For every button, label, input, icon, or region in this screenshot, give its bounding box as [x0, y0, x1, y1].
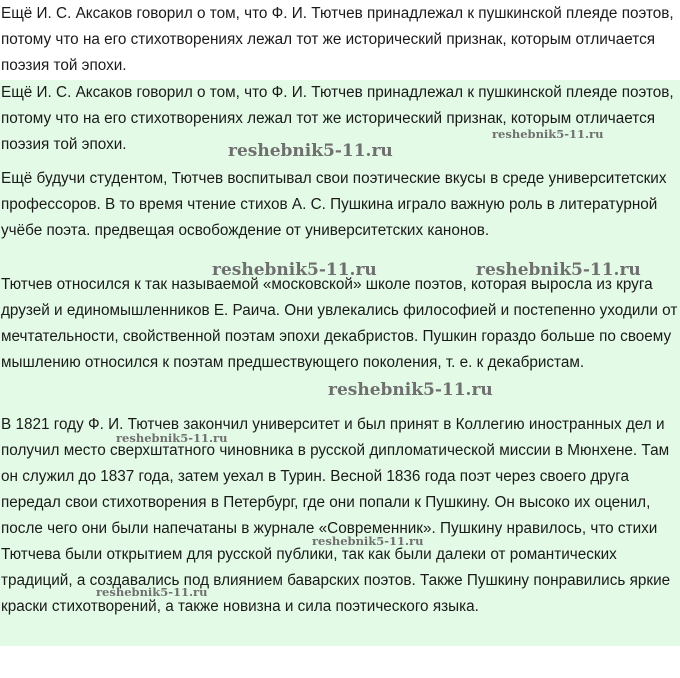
watermark: reshebnik5-11.ru — [476, 260, 641, 280]
intro-block — [0, 0, 680, 80]
intro-paragraph: Ещё И. С. Аксаков говорил о том, что Ф. И. Тютчев принадлежал к пушкинской плеяде поэтов, потому что на его стихотворениях лежал тот же исторический признак, которым отличается поэзия той эпохи. — [1, 5, 674, 74]
watermark: reshebnik5-11.ru — [492, 127, 604, 141]
answer-paragraph-2: Ещё будучи студентом, Тютчев воспитывал свои поэтические вкусы в среде университетских профессоров. В то время чтение стихов А. С. Пушкина играло важную роль в литературной учёбе поэта. предвещая освобождение от университетских канонов. — [1, 170, 667, 239]
answer-paragraph-4: В 1821 году Ф. И. Тютчев закончил университет и был принят в Коллегию иностранных дел и получил место сверхштатного чиновника в русской дипломатической миссии в Мюнхене. Там он служил до 1837 года, затем уехал в Турин. Весной 1836 года поэт через своего друга передал свои стихотворения в Петербург, где они попали к Пушкину. Он высоко их оценил, после чего они были напечатаны в журнале «Современник». Пушкину нравилось, что стихи Тютчева были открытием для русской публики, так как были далеки от романтических традиций, а создавались под влиянием баварских поэтов. Также Пушкину понравились яркие краски стихотворений, а также новизна и сила поэтического языка. — [1, 416, 671, 615]
watermark: reshebnik5-11.ru — [228, 141, 393, 161]
watermark: reshebnik5-11.ru — [328, 380, 493, 400]
watermark: reshebnik5-11.ru — [312, 534, 424, 548]
watermark: reshebnik5-11.ru — [116, 431, 228, 445]
answer-paragraph-3: Тютчев относился к так называемой «московской» школе поэтов, которая выросла из круга друзей и единомышленников Е. Раича. Они увлекались философией и постепенно уходили от мечтательности, свойственной поэтам эпохи декабристов. Пушкин гораздо больше по своему мышлению относился к поэтам предшествующего поколения, т. е. к декабристам. — [1, 276, 678, 371]
answer-block — [0, 80, 680, 646]
answer-paragraph-1: Ещё И. С. Аксаков говорил о том, что Ф. И. Тютчев принадлежал к пушкинской плеяде поэтов, потому что на его стихотворениях лежал тот же исторический признак, которым отличается поэзия той эпохи. — [1, 84, 674, 153]
watermark: reshebnik5-11.ru — [96, 585, 208, 599]
watermark: reshebnik5-11.ru — [212, 260, 377, 280]
